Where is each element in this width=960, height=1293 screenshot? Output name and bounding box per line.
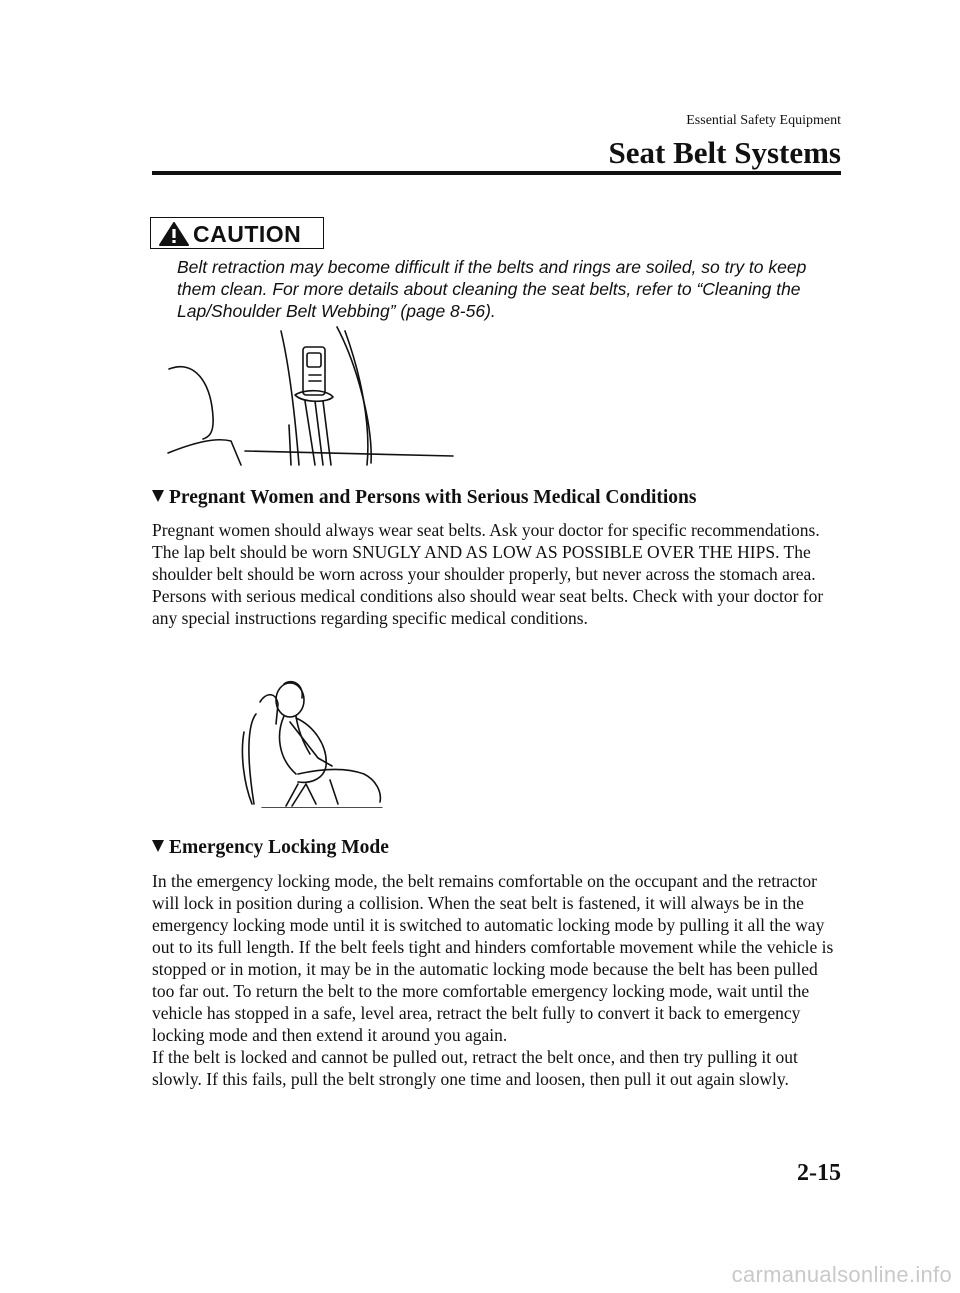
caution-label: CAUTION bbox=[193, 221, 302, 247]
section-title: Seat Belt Systems bbox=[608, 135, 841, 170]
section-heading-text: Pregnant Women and Persons with Serious Medical Conditions bbox=[169, 487, 697, 508]
paragraph: Pregnant women should always wear seat belts. Ask your doctor for specific recommendations. bbox=[152, 520, 820, 540]
section-heading-text: Emergency Locking Mode bbox=[169, 837, 389, 858]
warning-triangle-icon bbox=[159, 222, 189, 246]
paragraph: If the belt is locked and cannot be pulled out, retract the belt once, and then try pulling it out slowly. If this fails, pull the belt strongly one time and loosen, then pull it out again slowly. bbox=[152, 1047, 798, 1089]
caution-badge bbox=[150, 217, 324, 249]
emergency-body bbox=[152, 870, 842, 1090]
running-header bbox=[0, 112, 841, 172]
watermark-text: carmanualsonline.info bbox=[731, 1262, 952, 1287]
paragraph: The lap belt should be worn SNUGLY AND AS LOW AS POSSIBLE OVER THE HIPS. The shoulder belt should be worn across your shoulder properly, but never across the stomach area. bbox=[152, 542, 816, 584]
seat-belt-pillar-illustration bbox=[165, 325, 457, 467]
pregnant-woman-seat-belt-illustration bbox=[236, 674, 386, 808]
pregnant-body bbox=[152, 519, 842, 629]
triangle-bullet-icon bbox=[152, 840, 164, 852]
caution-text: Belt retraction may become difficult if the belts and rings are soiled, so try to keep them clean. For more details about cleaning the seat belts, refer to “Cleaning the Lap/Shoulder Belt Webbing” (page 8-56). bbox=[177, 257, 807, 321]
triangle-bullet-icon bbox=[152, 490, 164, 502]
page-number: 2-15 bbox=[797, 1160, 841, 1186]
section-heading-pregnant bbox=[152, 486, 696, 510]
paragraph: In the emergency locking mode, the belt remains comfortable on the occupant and the retractor will lock in position during a collision. When the seat belt is fastened, it will always be in the emergency locking mode until it is switched to automatic locking mode by pulling it all the way out to its full length. If the belt feels tight and hinders comfortable movement while the vehicle is stopped or in motion, it may be in the automatic locking mode because the belt has been pulled too far out. To return the belt to the more comfortable emergency locking mode, wait until the vehicle has stopped in a safe, level area, retract the belt fully to convert it back to emergency locking mode and then extend it around you again. bbox=[152, 871, 834, 1045]
section-heading-emergency bbox=[152, 836, 389, 860]
paragraph: Persons with serious medical conditions also should wear seat belts. Check with your doctor for any special instructions regarding specific medical conditions. bbox=[152, 586, 824, 628]
section-label: Essential Safety Equipment bbox=[686, 113, 841, 128]
header-divider bbox=[152, 171, 841, 175]
